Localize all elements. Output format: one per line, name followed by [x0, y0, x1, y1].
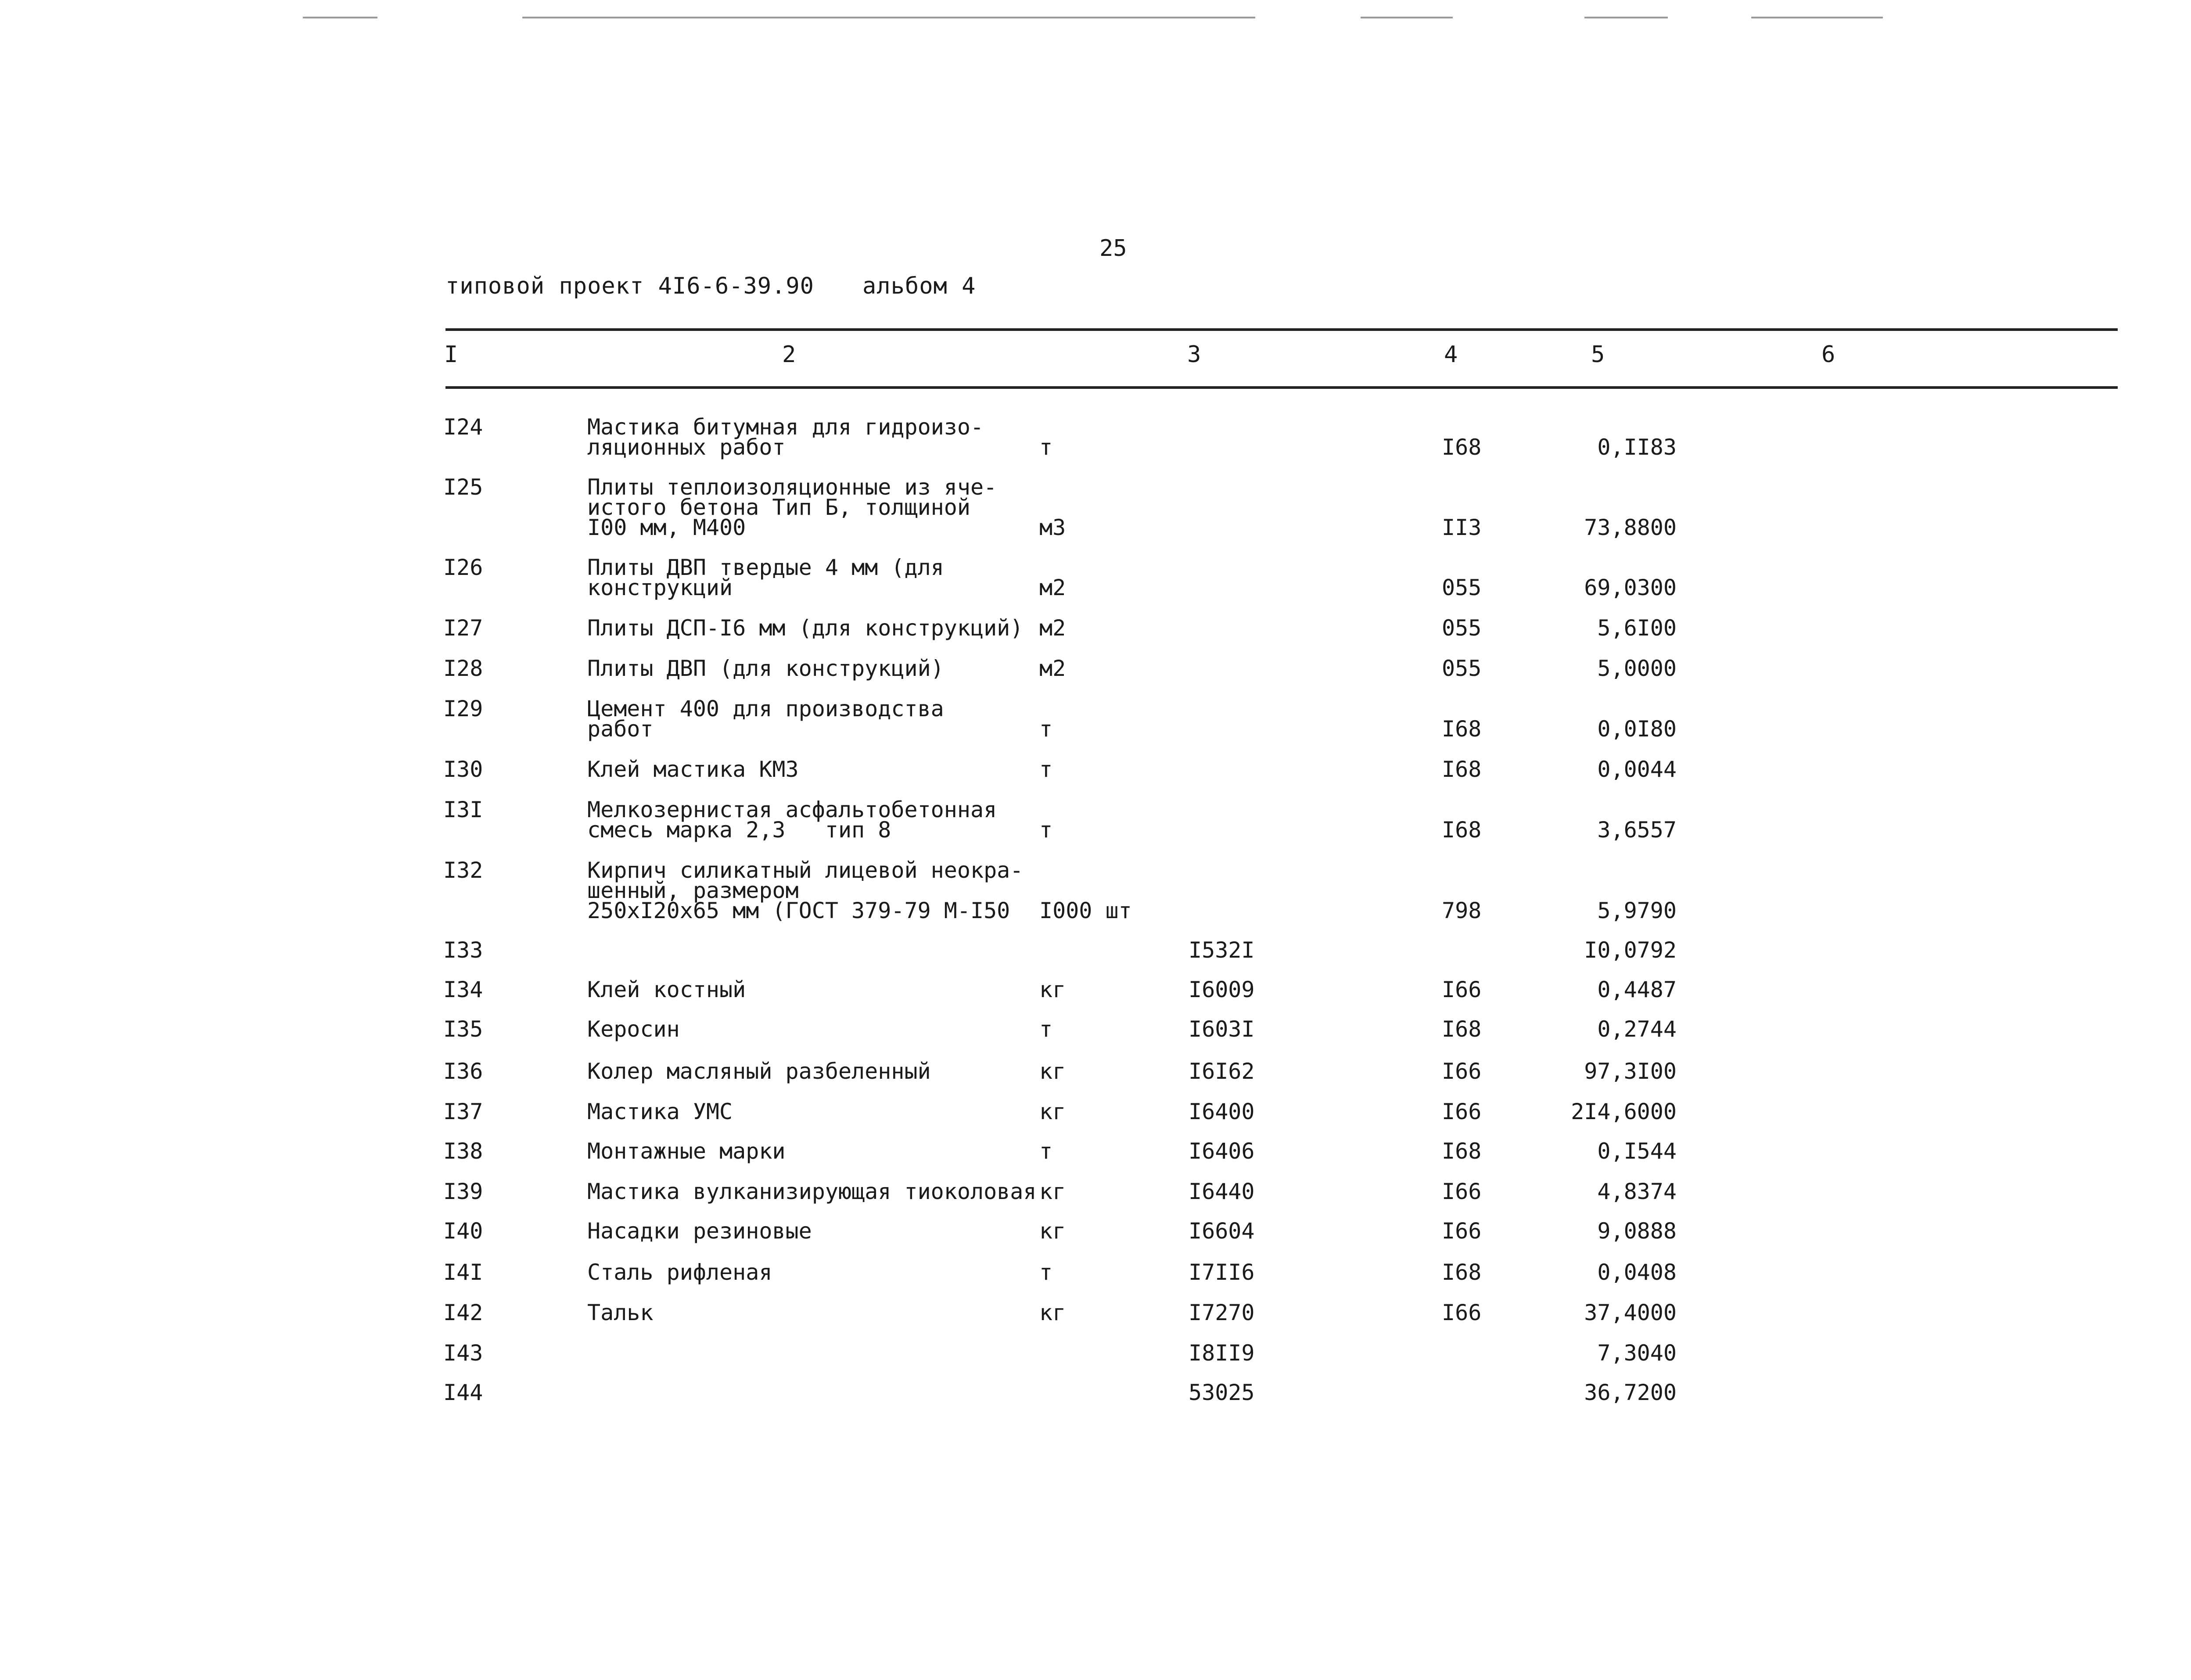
code-group: 055	[1442, 656, 1482, 681]
code-group: 055	[1442, 615, 1482, 641]
material-name: Мастика УМС	[587, 1099, 733, 1124]
quantity: 9,0888	[1597, 1218, 1677, 1244]
code-group: I68	[1442, 757, 1482, 782]
row-number: I43	[443, 1340, 483, 1366]
column-header-4: 4	[1444, 341, 1458, 368]
unit: кг	[1039, 1099, 1066, 1124]
row-number: I24	[443, 414, 483, 440]
unit: м2	[1039, 575, 1066, 600]
row-number: I30	[443, 757, 483, 782]
resource-code: I7II6	[1189, 1260, 1255, 1285]
quantity: 0,0408	[1597, 1260, 1677, 1285]
code-group: I68	[1442, 434, 1482, 460]
resource-code: I6604	[1189, 1218, 1255, 1244]
resource-code: I6440	[1189, 1179, 1255, 1204]
material-name: Плиты ДВП (для конструкций)	[587, 656, 944, 681]
row-number: I3I	[443, 797, 483, 822]
row-number: I40	[443, 1218, 483, 1244]
quantity: 97,3I00	[1584, 1059, 1677, 1084]
row-number: I44	[443, 1380, 483, 1405]
column-header-6: 6	[1821, 341, 1835, 368]
material-name: Плиты теплоизоляционные из яче- истого бетона Тип Б, толщиной I00 мм, М400	[587, 474, 997, 540]
unit: т	[1039, 1260, 1053, 1285]
unit: т	[1039, 1016, 1053, 1042]
row-number: I27	[443, 615, 483, 641]
code-group: II3	[1442, 515, 1482, 540]
material-name: Насадки резиновые	[587, 1218, 812, 1244]
row-number: I28	[443, 656, 483, 681]
quantity: 37,4000	[1584, 1300, 1677, 1325]
album-label: альбом 4	[862, 273, 976, 299]
row-number: I29	[443, 696, 483, 722]
unit: I000 шт	[1039, 898, 1132, 923]
material-name: Колер масляный разбеленный	[587, 1059, 931, 1084]
code-group: I68	[1442, 716, 1482, 742]
row-number: I38	[443, 1138, 483, 1164]
code-group: I68	[1442, 1016, 1482, 1042]
code-group: I68	[1442, 1138, 1482, 1164]
resource-code: I6I62	[1189, 1059, 1255, 1084]
unit: т	[1039, 757, 1053, 782]
code-group: I66	[1442, 1300, 1482, 1325]
row-number: I4I	[443, 1260, 483, 1285]
row-number: I37	[443, 1099, 483, 1124]
quantity: 36,7200	[1584, 1380, 1677, 1405]
quantity: 73,8800	[1584, 515, 1677, 540]
row-number: I26	[443, 555, 483, 580]
material-name: Кирпич силикатный лицевой неокра- шенный, размером 250xI20x65 мм (ГОСТ 379-79 М-I50	[587, 858, 1024, 923]
code-group: I66	[1442, 1218, 1482, 1244]
material-name: Плиты ДСП-I6 мм (для конструкций)	[587, 615, 1024, 641]
material-name: Мастика битумная для гидроизо- ляционных работ	[587, 414, 984, 460]
resource-code: I6400	[1189, 1099, 1255, 1124]
quantity: 5,6I00	[1597, 615, 1677, 641]
column-header-2: 2	[782, 341, 796, 368]
column-header-5: 5	[1591, 341, 1605, 368]
code-group: I68	[1442, 1260, 1482, 1285]
quantity: 2I4,6000	[1571, 1099, 1677, 1124]
unit: т	[1039, 1138, 1053, 1164]
row-number: I34	[443, 977, 483, 1002]
page-number: 25	[1099, 235, 1127, 262]
resource-code: I6009	[1189, 977, 1255, 1002]
material-name: Мастика вулканизирующая тиоколовая	[587, 1179, 1037, 1204]
column-header-1: I	[444, 341, 458, 368]
quantity: 5,9790	[1597, 898, 1677, 923]
unit: м2	[1039, 615, 1066, 641]
unit: кг	[1039, 1300, 1066, 1325]
resource-code: I532I	[1189, 937, 1255, 963]
unit: т	[1039, 716, 1053, 742]
code-group: 055	[1442, 575, 1482, 600]
material-name: Сталь рифленая	[587, 1260, 772, 1285]
quantity: 5,0000	[1597, 656, 1677, 681]
row-number: I36	[443, 1059, 483, 1084]
material-name: Клей костный	[587, 977, 746, 1002]
code-group: I66	[1442, 977, 1482, 1002]
row-number: I25	[443, 474, 483, 500]
project-title: типовой проект 4I6-6-39.90	[445, 273, 814, 299]
resource-code: I603I	[1189, 1016, 1255, 1042]
material-name: Керосин	[587, 1016, 680, 1042]
code-group: I66	[1442, 1099, 1482, 1124]
code-group: 798	[1442, 898, 1482, 923]
quantity: 0,0I80	[1597, 716, 1677, 742]
unit: кг	[1039, 1059, 1066, 1084]
quantity: 0,I544	[1597, 1138, 1677, 1164]
quantity: 0,2744	[1597, 1016, 1677, 1042]
code-group: I68	[1442, 817, 1482, 843]
quantity: I0,0792	[1584, 937, 1677, 963]
row-number: I32	[443, 858, 483, 883]
quantity: 0,0044	[1597, 757, 1677, 782]
material-name: Цемент 400 для производства работ	[587, 696, 944, 742]
code-group: I66	[1442, 1179, 1482, 1204]
quantity: 0,II83	[1597, 434, 1677, 460]
unit: кг	[1039, 1179, 1066, 1204]
row-number: I39	[443, 1179, 483, 1204]
quantity: 4,8374	[1597, 1179, 1677, 1204]
quantity: 3,6557	[1597, 817, 1677, 843]
column-header-3: 3	[1187, 341, 1201, 368]
unit: м3	[1039, 515, 1066, 540]
quantity: 7,3040	[1597, 1340, 1677, 1366]
unit: кг	[1039, 977, 1066, 1002]
row-number: I33	[443, 937, 483, 963]
quantity: 0,4487	[1597, 977, 1677, 1002]
material-name: Мелкозернистая асфальтобетонная смесь марка 2,3 тип 8	[587, 797, 997, 843]
row-number: I35	[443, 1016, 483, 1042]
material-name: Клей мастика КМ3	[587, 757, 799, 782]
row-number: I42	[443, 1300, 483, 1325]
resource-code: I7270	[1189, 1300, 1255, 1325]
resource-code: 53025	[1189, 1380, 1255, 1405]
material-name: Плиты ДВП твердые 4 мм (для конструкций	[587, 555, 944, 600]
unit: т	[1039, 434, 1053, 460]
material-name: Монтажные марки	[587, 1138, 786, 1164]
resource-code: I6406	[1189, 1138, 1255, 1164]
unit: кг	[1039, 1218, 1066, 1244]
code-group: I66	[1442, 1059, 1482, 1084]
quantity: 69,0300	[1584, 575, 1677, 600]
resource-code: I8II9	[1189, 1340, 1255, 1366]
unit: м2	[1039, 656, 1066, 681]
unit: т	[1039, 817, 1053, 843]
material-name: Тальк	[587, 1300, 654, 1325]
